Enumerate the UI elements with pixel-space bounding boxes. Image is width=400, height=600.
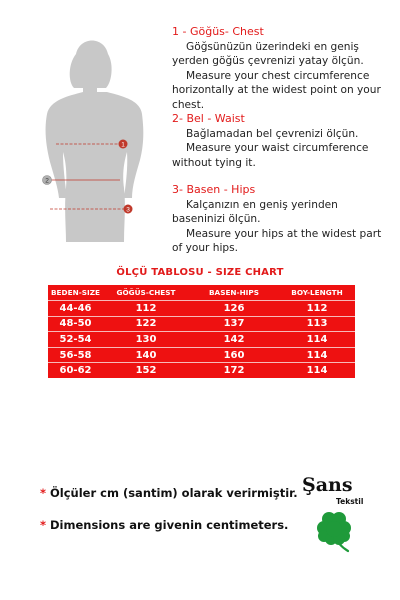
size-chart-table — [48, 285, 355, 378]
waist-text-en: Measure your waist circumference without tying it. — [172, 142, 369, 169]
cell-length: 114 — [279, 347, 355, 363]
hips-text-tr: Kalçanızın en geniş yerinden baseninizi ölçün. — [172, 198, 338, 225]
marker-2-label: 2 — [45, 177, 49, 185]
cell-size: 56-58 — [48, 347, 103, 363]
chest-title: 1 - Göğüs- Chest — [172, 25, 264, 38]
cell-chest: 152 — [135, 365, 157, 377]
table-row — [48, 301, 355, 317]
note-text: Ölçüler cm (santim) olarak verirmiştir. — [50, 486, 298, 500]
header-chest: GÖĞÜS-CHEST — [103, 285, 189, 301]
cell-length: 114 — [306, 365, 328, 377]
header-hips: BASEN-HIPS — [189, 285, 279, 301]
cell-hips: 137 — [189, 316, 279, 332]
hips-title: 3- Basen - Hips — [172, 183, 256, 196]
cell-chest: 112 — [103, 301, 189, 317]
header-size: BEDEN-SIZE — [48, 285, 103, 301]
waist-section — [172, 112, 394, 170]
cell-chest: 140 — [103, 347, 189, 363]
brand-subtitle: Tekstil — [336, 497, 364, 506]
cell-size: 44-46 — [48, 301, 103, 317]
cell-size: 52-54 — [48, 332, 103, 348]
clover-icon — [312, 507, 358, 553]
table-row — [48, 316, 355, 332]
hips-section — [172, 183, 394, 256]
note-star: * — [40, 486, 47, 500]
cell-hips: 142 — [189, 332, 279, 348]
marker-2 — [43, 176, 52, 185]
marker-1 — [119, 140, 128, 149]
cell-length: 114 — [279, 332, 355, 348]
body-measurement-figure — [20, 30, 170, 245]
note-star: * — [40, 518, 47, 532]
cell-length: 112 — [279, 301, 355, 317]
table-row — [48, 347, 355, 363]
header-length: BOY-LENGTH — [279, 285, 355, 301]
cell-chest: 122 — [103, 316, 189, 332]
chest-text-tr: Göğsünüzün üzerindeki en geniş yerden göğüs çevrenizi yatay ölçün. — [172, 40, 364, 67]
table-row — [48, 332, 355, 348]
chest-text-en: Measure your chest circumference horizontally at the widest point on your chest. — [172, 69, 381, 111]
cell-size: 48-50 — [48, 316, 103, 332]
waist-text-tr: Bağlamadan bel çevrenizi ölçün. — [186, 127, 359, 140]
note-text: Dimensions are givenin centimeters. — [50, 518, 289, 532]
cell-chest: 130 — [103, 332, 189, 348]
chest-section — [172, 25, 394, 112]
hips-text-en: Measure your hips at the widest part of your hips. — [172, 227, 382, 254]
cell-size: 60-62 — [59, 365, 92, 377]
table-row — [48, 363, 355, 378]
size-chart-title: ÖLÇÜ TABLOSU - SIZE CHART — [116, 267, 284, 278]
cell-hips: 126 — [189, 301, 279, 317]
note-cm-tr — [40, 486, 298, 500]
cell-hips: 172 — [223, 365, 245, 377]
cell-length: 113 — [279, 316, 355, 332]
marker-1-label: 1 — [121, 141, 125, 149]
table-header-row — [48, 285, 355, 301]
note-cm-en — [40, 518, 288, 532]
cell-hips: 160 — [189, 347, 279, 363]
marker-3 — [124, 205, 133, 214]
waist-title: 2- Bel - Waist — [172, 112, 245, 125]
marker-3-label: 3 — [126, 206, 130, 214]
brand-name: Şans — [302, 474, 353, 496]
